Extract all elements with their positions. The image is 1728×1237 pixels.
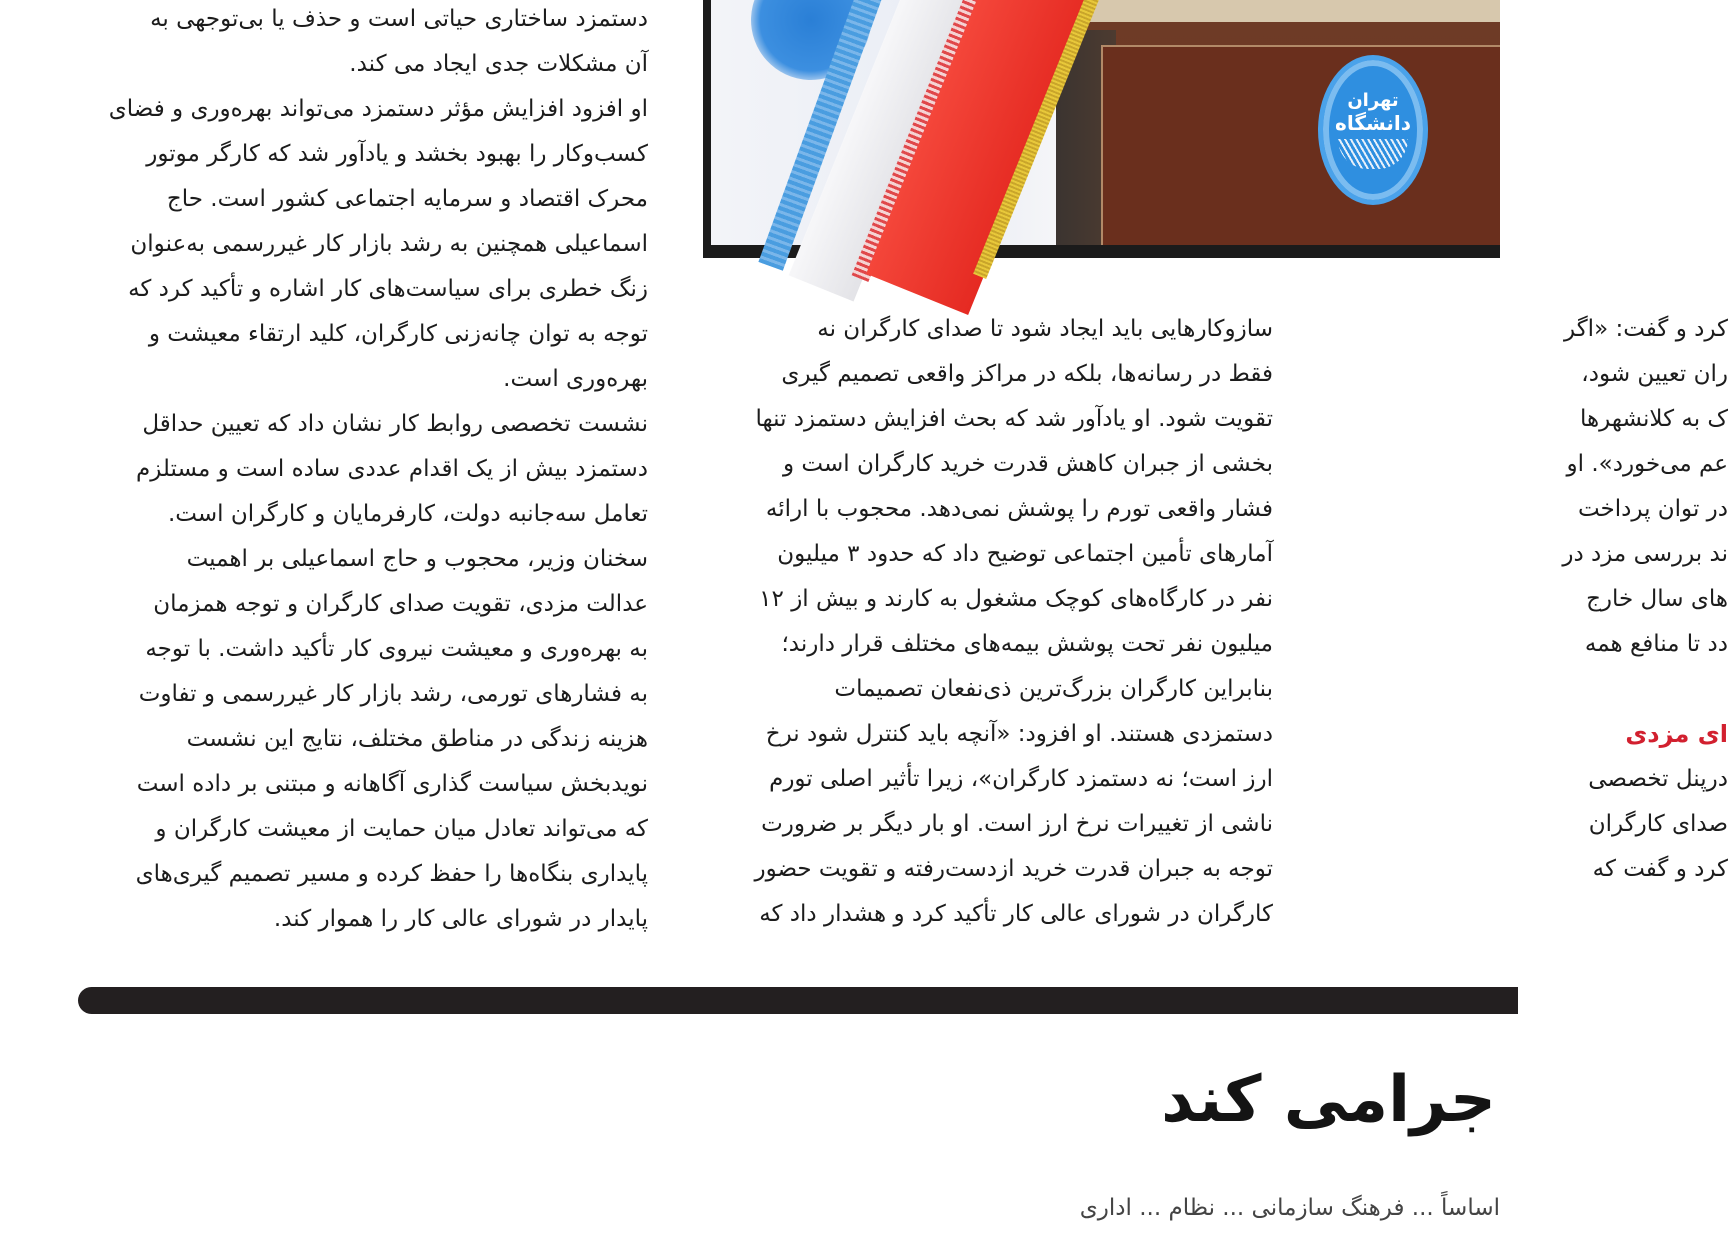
- article-column-middle: [703, 307, 1273, 937]
- text-line: بنابراین کارگران بزرگ‌ترین ذی‌نفعان تصمیمات: [834, 676, 1273, 702]
- text-line: دد تا منافع همه: [1584, 631, 1728, 657]
- text-line: زنگ خطری برای سیاست‌های کار اشاره و تأکید کرد که: [128, 276, 648, 302]
- text-line: ران تعیین شود،: [1581, 361, 1728, 387]
- podium-panel: [1101, 45, 1500, 245]
- text-line: تقویت شود. او یادآور شد که بحث افزایش دستمزد تنها: [755, 406, 1273, 432]
- text-line: کسب‌وکار را بهبود بخشد و یادآور شد که کارگر موتور: [146, 141, 648, 167]
- text-line: بخشی از جبران کاهش قدرت خرید کارگران است و: [782, 451, 1273, 477]
- text-line: کرد و گفت: «اگر: [1564, 316, 1728, 342]
- text-line: آمارهای تأمین اجتماعی توضیح داد که حدود ۳ میلیون: [777, 541, 1273, 567]
- text-line: درپنل تخصصی: [1588, 766, 1728, 792]
- text-line: بهره‌وری است.: [503, 366, 648, 392]
- text-line: صدای کارگران: [1588, 811, 1728, 837]
- text-line: دستمزد بیش از یک اقدام عددی ساده است و مستلزم: [135, 456, 648, 482]
- text-line: در توان پرداخت: [1577, 496, 1728, 522]
- article-photo: [703, 0, 1500, 258]
- text-line: اسماعیلی همچنین به رشد بازار کار غیررسمی به‌عنوان: [130, 231, 648, 257]
- emblem-line-2: دانشگاه: [1335, 111, 1411, 135]
- text-line: نویدبخش سیاست گذاری آگاهانه و مبتنی بر داده است: [136, 771, 648, 797]
- text-line: ناشی از تغییرات نرخ ارز است. او بار دیگر بر ضرورت: [761, 811, 1273, 837]
- university-of-tehran-emblem-icon: [1318, 55, 1428, 205]
- text-line: هزینه زندگی در مناطق مختلف، نتایج این نشست: [186, 726, 648, 752]
- text-line: عدالت مزدی، تقویت صدای کارگران و توجه همزمان: [153, 591, 648, 617]
- text-line: توجه به توان چانه‌زنی کارگران، کلید ارتقاء معیشت و: [148, 321, 648, 347]
- article-column-left: [78, 0, 648, 942]
- text-line: پایداری بنگاه‌ها را حفظ کرده و مسیر تصمیم گیری‌های: [135, 861, 648, 887]
- text-line: توجه به جبران قدرت خرید ازدست‌رفته و تقویت حضور: [754, 856, 1273, 882]
- text-line: پایدار در شورای عالی کار را هموار کند.: [273, 906, 648, 932]
- emblem-wings-icon: [1338, 139, 1408, 169]
- text-line: کرد و گفت که: [1592, 856, 1728, 882]
- section-divider-bar: [78, 987, 1518, 1014]
- partial-text: اساساً ... فرهنگ سازمانی ... نظام ... اداری: [1079, 1195, 1500, 1221]
- article-column-right-clip: [1320, 300, 1728, 960]
- text-line: آن مشکلات جدی ایجاد می کند.: [349, 51, 648, 77]
- text-line: سخنان وزیر، محجوب و حاج اسماعیلی بر اهمیت: [186, 546, 648, 572]
- text-line: فشار واقعی تورم را پوشش نمی‌دهد. محجوب با ارائه: [765, 496, 1273, 522]
- text-line: های سال خارج: [1586, 586, 1728, 612]
- text-line: که می‌تواند تعادل میان حمایت از معیشت کارگران و: [155, 816, 648, 842]
- text-line: نفر در کارگاه‌های کوچک مشغول به کارند و بیش از ۱۲: [759, 586, 1273, 612]
- text-line: میلیون نفر تحت پوشش بیمه‌های مختلف قرار دارند؛: [781, 631, 1273, 657]
- text-line: دستمزد ساختاری حیاتی است و حذف یا بی‌توجهی به: [150, 6, 648, 32]
- text-line: نشست تخصصی روابط کار نشان داد که تعیین حداقل: [142, 411, 648, 437]
- text-line: کارگران در شورای عالی کار تأکید کرد و هشدار داد که: [759, 901, 1273, 927]
- next-article-first-line-partial: [620, 1192, 1500, 1221]
- next-article-headline: جرامی کند: [1161, 1063, 1496, 1137]
- text-line: سازوکارهایی باید ایجاد شود تا صدای کارگران نه: [817, 316, 1273, 342]
- photo-content: [711, 0, 1500, 245]
- spacer: [1328, 667, 1728, 712]
- text-line: تعامل سه‌جانبه دولت، کارفرمایان و کارگران است.: [167, 501, 648, 527]
- text-line: عم می‌خورد». او: [1566, 451, 1728, 477]
- emblem-line-1: تهران: [1347, 90, 1399, 111]
- article-column-right: [1328, 307, 1728, 892]
- section-subheading: ای مزدی: [1625, 720, 1728, 748]
- text-line: دستمزدی هستند. او افزود: «آنچه باید کنترل شود نرخ: [765, 721, 1273, 747]
- text-line: او افزود افزایش مؤثر دستمزد می‌تواند بهره‌وری و فضای: [108, 96, 648, 122]
- text-line: محرک اقتصاد و سرمایه اجتماعی کشور است. حاج: [166, 186, 648, 212]
- text-line: فقط در رسانه‌ها، بلکه در مراکز واقعی تصمیم گیری: [781, 361, 1273, 387]
- text-line: ند بررسی مزد در: [1562, 541, 1728, 567]
- text-line: ارز است؛ نه دستمزد کارگران»، زیرا تأثیر اصلی تورم: [769, 766, 1273, 792]
- text-line: ک به کلانشهرها: [1580, 406, 1728, 432]
- text-line: به بهره‌وری و معیشت نیروی کار تأکید داشت. با توجه: [145, 636, 648, 662]
- text-line: به فشارهای تورمی، رشد بازار کار غیررسمی و تفاوت: [138, 681, 648, 707]
